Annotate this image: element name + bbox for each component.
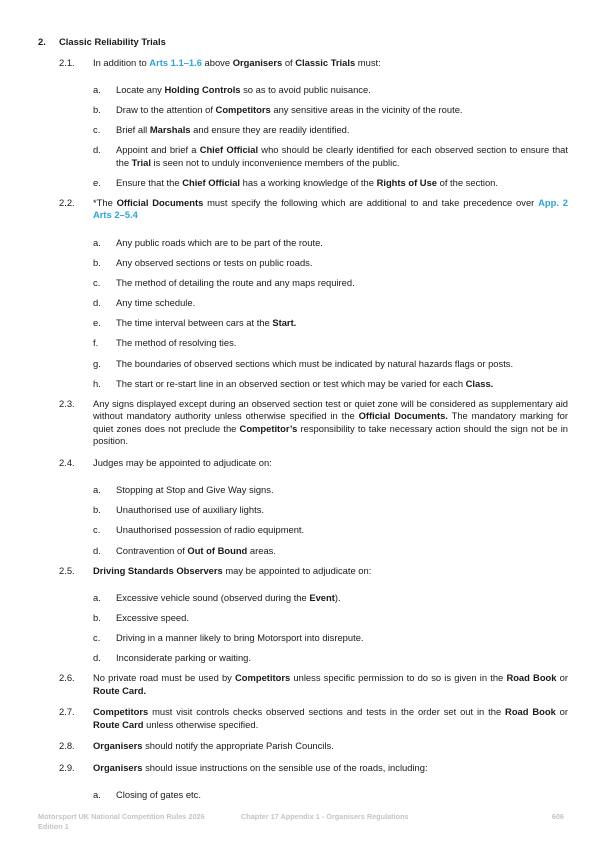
text-run: areas. (247, 544, 276, 556)
text-run: unless otherwise specified. (143, 718, 259, 730)
list-item-letter: b. (93, 612, 101, 624)
text-run: Locate any (116, 84, 165, 95)
paragraph-number: 2.7. (59, 706, 75, 718)
paragraph-number: 2.4. (59, 456, 75, 468)
text-run: Stopping at Stop and Give Way signs. (116, 484, 274, 496)
list-item-text (116, 124, 568, 137)
text-run: has a working knowledge of the (240, 176, 377, 188)
list-item-text (116, 358, 568, 371)
text-run: Ensure that the (116, 176, 183, 188)
list-item-letter: b. (93, 257, 101, 269)
paragraph-text (93, 57, 568, 70)
bold-term: Chief Official (182, 176, 241, 188)
bold-term: Competitors (215, 104, 271, 116)
list-item-letter: d. (93, 297, 101, 309)
paragraph-text (93, 457, 568, 470)
text-run: The time interval between cars at the (116, 317, 273, 329)
text-run: The method of resolving ties. (116, 337, 237, 349)
list-item (93, 524, 568, 537)
bold-term: Driving Standards Observers (93, 564, 223, 576)
bold-term: Start. (272, 317, 297, 329)
list-item-letter: d. (93, 144, 101, 156)
list-item (93, 277, 568, 290)
list-item-text (116, 632, 568, 645)
text-run: responsibility to take necessary action should the sign not be in position. (93, 422, 568, 447)
list-item (93, 124, 568, 137)
page-number: 606 (551, 812, 564, 821)
bold-term: Official Documents. (358, 410, 448, 422)
text-run: Excessive vehicle sound (observed during the (116, 592, 310, 604)
list-item-letter: a. (93, 84, 101, 95)
list-item (93, 297, 568, 310)
paragraph-number: 2.2. (59, 196, 75, 208)
bold-term: Marshals (149, 124, 191, 136)
bold-term: Route Card. (93, 684, 147, 696)
text-run: must visit controls checks observed sections and tests in the order set out in the (148, 706, 506, 718)
paragraph-2-8 (38, 740, 568, 753)
list-item-letter: h. (93, 377, 101, 389)
paragraph-number: 2.5. (59, 564, 75, 576)
text-run: *The (93, 196, 117, 208)
text-run: Inconsiderate parking or waiting. (116, 652, 251, 664)
section-title: Classic Reliability Trials (59, 36, 166, 47)
list-item (93, 317, 568, 330)
bold-term: Organisers (93, 761, 143, 773)
paragraph-number: 2.1. (59, 56, 75, 68)
paragraph-number: 2.3. (59, 397, 75, 409)
text-run: is seen not to unduly inconvenience members of the public. (150, 156, 400, 168)
list-item-letter: e. (93, 317, 101, 329)
list-item-letter: e. (93, 176, 101, 188)
bold-term: Organisers (93, 740, 143, 752)
bold-term: Rights of Use (376, 176, 437, 188)
list-item-text (116, 484, 568, 497)
list-item-text (116, 177, 568, 190)
list-item (93, 484, 568, 497)
list-item-letter: c. (93, 632, 101, 644)
text-run: should notify the appropriate Parish Councils. (142, 740, 334, 752)
list-item-text (116, 524, 568, 537)
paragraph-2-6 (38, 672, 568, 697)
text-run: must specify the following which are additional to and take precedence over (203, 196, 539, 208)
text-run: Any signs displayed except during an observed section test or quiet zone will be considered as supplementary aid without mandatory authority unless otherwise specified in the (93, 397, 568, 422)
list-item (93, 337, 568, 350)
list-item-letter: c. (93, 124, 101, 136)
text-run: The mandatory marking for quiet zones does not preclude the (93, 410, 568, 434)
text-run: No private road must be used by (93, 672, 236, 684)
list-item-text (116, 337, 568, 350)
cross-reference-link[interactable]: App. 2 Arts 2–5.4 (93, 196, 568, 221)
list-item-letter: f. (93, 337, 99, 349)
list-item-text (116, 104, 568, 117)
list-item-text (116, 504, 568, 517)
list-item-letter: b. (93, 104, 101, 116)
bold-term: Chief Official (199, 144, 259, 156)
list-item-text (116, 257, 568, 270)
bold-term: Road Book (505, 706, 556, 718)
list-item-letter: d. (93, 652, 101, 664)
list-item (93, 545, 568, 558)
list-item-letter: d. (93, 544, 101, 556)
text-run: and ensure they are readily identified. (190, 124, 350, 136)
text-run: of the section. (437, 176, 498, 188)
list-item (93, 632, 568, 645)
paragraph-number: 2.8. (59, 740, 75, 752)
text-run: The method of detailing the route and any maps required. (116, 277, 355, 289)
bold-term: Trial (131, 156, 151, 168)
text-run: so as to avoid public nuisance. (240, 84, 371, 95)
list-item (93, 104, 568, 117)
footer-edition: Edition 1 (38, 821, 69, 831)
paragraph-2-5 (38, 565, 568, 578)
text-run: In addition to (93, 56, 150, 68)
list-item-letter: c. (93, 524, 101, 536)
text-run: above (201, 56, 233, 68)
bold-term: Official Documents (116, 196, 204, 208)
bold-term: Organisers (232, 56, 283, 68)
list-item-text (116, 592, 568, 605)
bold-term: Competitors (93, 706, 149, 718)
list-item-text (116, 277, 568, 290)
section-number: 2. (38, 36, 46, 47)
paragraph-text (93, 197, 568, 222)
list-item (93, 144, 568, 169)
text-run: Any time schedule. (116, 297, 196, 309)
paragraph-number: 2.9. (59, 761, 75, 773)
bold-term: Event (309, 592, 335, 604)
text-run: should issue instructions on the sensible use of the roads, including: (142, 761, 428, 773)
paragraph-list (38, 57, 568, 802)
footer-title: Motorsport UK National Competition Rules 2026 (38, 812, 205, 821)
paragraph-text (93, 398, 568, 448)
text-run: Unauthorised possession of radio equipment. (116, 524, 305, 536)
bold-term: Competitors (235, 672, 291, 684)
paragraph-text (93, 740, 568, 753)
list-item (93, 789, 568, 802)
text-run: must: (355, 56, 381, 68)
text-run: Any public roads which are to be part of the route. (116, 236, 323, 248)
list-item-letter: g. (93, 357, 101, 369)
text-run: any sensitive areas in the vicinity of the route. (270, 104, 463, 116)
list-item-text (116, 545, 568, 558)
text-run: Brief all (116, 124, 150, 136)
list-item (93, 378, 568, 391)
bold-term: Out of Bound (187, 544, 248, 556)
text-run: Excessive speed. (116, 612, 189, 624)
list-item-letter: a. (93, 236, 101, 248)
text-run: Unauthorised use of auxiliary lights. (116, 504, 264, 516)
list-item (93, 84, 568, 97)
main-content (38, 36, 568, 810)
paragraph-2-9 (38, 762, 568, 775)
bold-term: Route Card (93, 718, 144, 730)
paragraph-2-2 (38, 197, 568, 222)
text-run: ). (334, 592, 341, 604)
cross-reference-link[interactable]: Arts 1.1–1.6 (149, 56, 202, 68)
list-item-letter: a. (93, 592, 101, 604)
text-run: Any observed sections or tests on public roads. (116, 257, 313, 269)
text-run: Judges may be appointed to adjudicate on: (93, 456, 272, 468)
list-item-text (116, 652, 568, 665)
paragraph-text (93, 565, 568, 578)
bold-term: Road Book (506, 672, 557, 684)
bold-term: Classic Trials (295, 56, 356, 68)
list-item-text (116, 84, 568, 97)
paragraph-number: 2.6. (59, 672, 75, 684)
text-run: The boundaries of observed sections which must be indicated by natural hazards flags or posts. (116, 357, 514, 369)
list-item-text (116, 297, 568, 310)
list-item (93, 257, 568, 270)
text-run: Contravention of (116, 544, 188, 556)
text-run: Draw to the attention of (116, 104, 216, 116)
text-run: may be appointed to adjudicate on: (222, 564, 372, 576)
paragraph-text (93, 706, 568, 731)
list-item (93, 504, 568, 517)
paragraph-2-1 (38, 57, 568, 70)
bold-term: Competitor’s (239, 422, 298, 434)
list-item (93, 237, 568, 250)
list-item-text (116, 317, 568, 330)
text-run: or (555, 706, 568, 718)
list-item-text (116, 378, 568, 391)
text-run: who should be clearly identified for each observed section to ensure that the (116, 144, 569, 168)
text-run: The start or re-start line in an observed section or test which may be varied for each (116, 377, 466, 389)
footer-publication (38, 812, 248, 831)
paragraph-2-4 (38, 457, 568, 470)
section-heading (38, 36, 568, 49)
text-run: or (556, 672, 568, 684)
paragraph-2-7 (38, 706, 568, 731)
text-run: Driving in a manner likely to bring Motorsport into disrepute. (116, 632, 364, 644)
list-item (93, 358, 568, 371)
list-item (93, 652, 568, 665)
bold-term: Holding Controls (164, 84, 241, 95)
list-item-text (116, 789, 568, 802)
text-run: unless specific permission to do so is given in the (290, 672, 507, 684)
list-item-letter: b. (93, 504, 101, 516)
footer-chapter: Chapter 17 Appendix 1 - Organisers Regulations (241, 812, 409, 821)
text-run: Appoint and brief a (116, 144, 200, 156)
text-run: of (282, 56, 296, 68)
list-item-text (116, 612, 568, 625)
paragraph-text (93, 762, 568, 775)
list-item-text (116, 237, 568, 250)
list-item (93, 612, 568, 625)
list-item-letter: a. (93, 789, 101, 801)
list-item-letter: a. (93, 484, 101, 496)
list-item (93, 592, 568, 605)
paragraph-text (93, 672, 568, 697)
list-item-letter: c. (93, 277, 101, 289)
text-run: Closing of gates etc. (116, 789, 201, 801)
list-item (93, 177, 568, 190)
paragraph-2-3 (38, 398, 568, 448)
list-item-text (116, 144, 568, 169)
bold-term: Class. (465, 377, 494, 389)
